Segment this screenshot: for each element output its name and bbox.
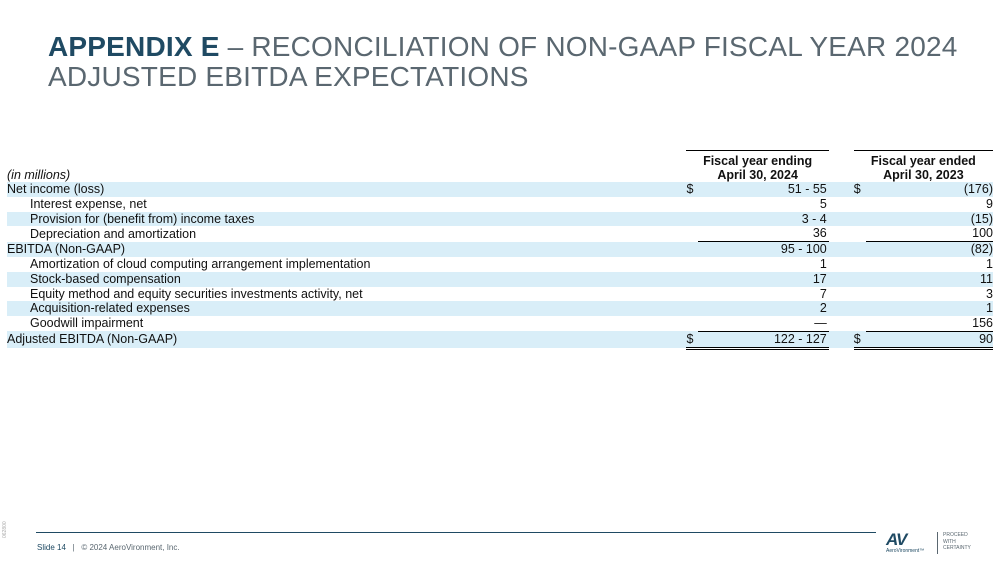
logo-divider (937, 532, 938, 554)
table-header-row (7, 151, 993, 183)
row-label: Depreciation and amortization (30, 226, 197, 241)
value-2023: 3 (986, 286, 993, 301)
footer (37, 543, 180, 552)
col2-header: Fiscal year ended April 30, 2023 (854, 151, 993, 183)
value-2024: 51 - 55 (698, 182, 828, 197)
logo-tagline: PROCEED WITH CERTAINTY (943, 532, 971, 551)
col1-header: Fiscal year ending April 30, 2024 (686, 151, 828, 183)
table-row (7, 226, 993, 241)
value-2023: 1 (866, 301, 993, 316)
table-row (7, 316, 993, 331)
value-2024: 7 (819, 286, 827, 301)
table-row (7, 301, 993, 316)
table-row (7, 242, 993, 257)
value-2023: (82) (866, 242, 993, 257)
footer-separator: | (72, 543, 75, 552)
copyright: © 2024 AeroVironment, Inc. (81, 543, 180, 552)
currency-symbol: $ (854, 331, 866, 348)
row-label: EBITDA (Non-GAAP) (7, 242, 686, 257)
value-2023: 100 (866, 226, 993, 241)
table-row (7, 272, 993, 287)
currency-symbol: $ (686, 182, 698, 197)
table-row (7, 212, 993, 227)
units-label: (in millions) (7, 168, 71, 182)
value-2024: — (698, 316, 828, 331)
title-rest: – RECONCILIATION OF NON-GAAP FISCAL YEAR 2024 ADJUSTED EBITDA EXPECTATIONS (48, 31, 958, 92)
row-label: Net income (loss) (7, 182, 686, 197)
row-label: Interest expense, net (30, 196, 147, 211)
logo-name: AeroVironment™ (886, 548, 925, 554)
value-2024: 3 - 4 (698, 212, 828, 227)
value-2024: 5 (819, 196, 827, 211)
footer-divider (36, 532, 876, 533)
table-row (7, 257, 993, 272)
value-2023: 1 (986, 256, 993, 271)
row-label: Amortization of cloud computing arrangement implementation (30, 256, 371, 271)
table-row (7, 287, 993, 302)
company-logo (886, 530, 996, 556)
row-label: Provision for (benefit from) income taxes (7, 212, 686, 227)
currency-symbol: $ (854, 182, 866, 197)
value-2023: 9 (986, 196, 993, 211)
logo-mark: AV (886, 530, 907, 549)
value-2023: 156 (866, 316, 993, 331)
value-2023: (176) (866, 182, 993, 197)
table-row (7, 182, 993, 197)
value-2024: 1 (819, 256, 827, 271)
value-2024: 2 (698, 301, 828, 316)
value-2023: 90 (866, 331, 993, 348)
row-label: Acquisition-related expenses (7, 301, 686, 316)
value-2024: 122 - 127 (698, 331, 828, 348)
table-row (7, 331, 993, 348)
row-label: Goodwill impairment (30, 316, 144, 331)
value-2024: 17 (698, 272, 828, 287)
row-label: Adjusted EBITDA (Non-GAAP) (7, 331, 686, 348)
slide-number: Slide 14 (37, 543, 66, 552)
currency-symbol: $ (686, 331, 698, 348)
value-2024: 36 (698, 226, 828, 241)
table-row (7, 197, 993, 212)
value-2024: 95 - 100 (698, 242, 828, 257)
value-2023: 11 (866, 272, 993, 287)
side-code: 062800 (2, 521, 8, 538)
row-label: Stock-based compensation (7, 272, 686, 287)
title-bold: APPENDIX E (48, 31, 220, 62)
row-label: Equity method and equity securities investments activity, net (30, 286, 363, 301)
reconciliation-table (7, 150, 993, 350)
slide-title (48, 32, 978, 92)
value-2023: (15) (866, 212, 993, 227)
